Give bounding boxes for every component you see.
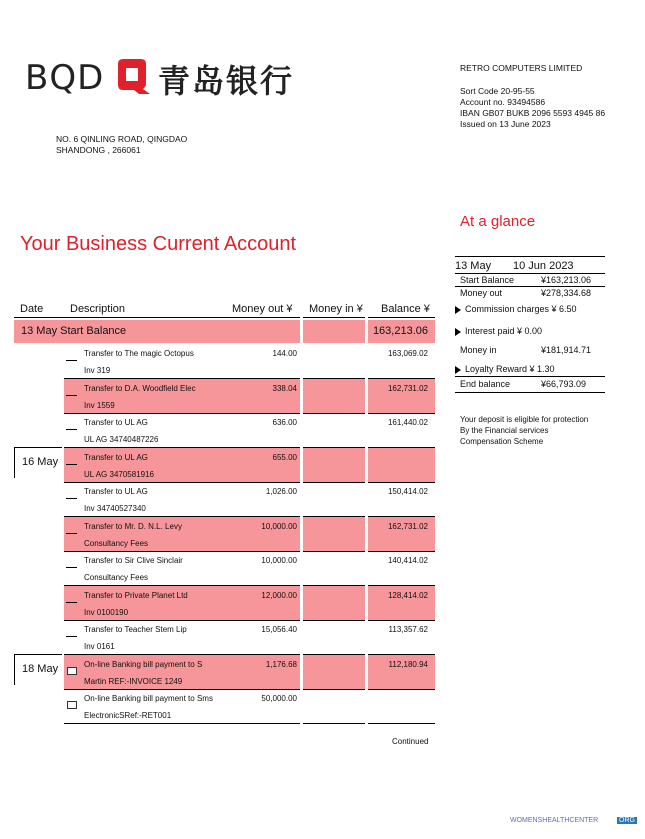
divider: [455, 256, 605, 257]
row-highlight: [303, 448, 365, 482]
header-rule: [14, 317, 300, 318]
row-money-out: 1,176.68: [265, 660, 297, 669]
label: Money out: [460, 288, 503, 298]
watermark-text: WOMENSHEALTHCENTER: [510, 817, 599, 824]
row-balance: 128,414.02: [387, 591, 428, 600]
row-reference: UL AG 34740487226: [84, 435, 159, 444]
dash-icon: [66, 533, 77, 534]
date-divider: [14, 447, 15, 478]
divider: [455, 286, 605, 287]
row-balance: 161,440.02: [387, 418, 428, 427]
row-reference: Inv 1559: [84, 401, 115, 410]
row-balance: 162,731.02: [387, 384, 428, 393]
iban: IBAN GB07 BUKB 2096 5593 4945 86: [460, 108, 606, 118]
date-rule: [14, 447, 62, 448]
row-rule: [368, 620, 435, 621]
dash-icon: [66, 395, 77, 396]
header-rule: [303, 317, 365, 318]
dash-icon: [66, 636, 77, 637]
row-rule: [64, 689, 300, 690]
row-description: On-line Banking bill payment to Sms: [84, 694, 213, 703]
dash-icon: [66, 360, 77, 361]
glance-start: [455, 275, 605, 285]
bank-address: [56, 134, 187, 156]
bank-logo-chinese: 青岛银行: [158, 62, 295, 100]
glance-period: [455, 260, 605, 272]
watermark-tld: ORG: [619, 817, 635, 824]
row-description: Transfer to UL AG: [84, 453, 148, 462]
sort-code: Sort Code 20-95-55: [460, 86, 535, 96]
row-rule: [303, 551, 365, 552]
row-rule: [368, 551, 435, 552]
row-description: Transfer to UL AG: [84, 418, 148, 427]
date-rule: [14, 654, 62, 655]
row-money-out: 10,000.00: [261, 556, 297, 565]
glance-commission: [455, 304, 605, 314]
triangle-icon: [455, 366, 461, 374]
col-header-balance: Balance ¥: [381, 303, 430, 315]
note-line: By the Financial services: [460, 426, 549, 435]
row-highlight: [303, 655, 365, 689]
row-rule: [303, 413, 365, 414]
label: End balance: [460, 379, 511, 389]
issued-date: Issued on 13 June 2023: [460, 119, 551, 129]
glance-loyalty: [455, 364, 605, 374]
row-rule: [303, 689, 365, 690]
address-line: SHANDONG , 266061: [56, 145, 141, 155]
row-reference: UL AG 3470581916: [84, 470, 154, 479]
account-number: Account no. 93494586: [460, 97, 546, 107]
customer-name: RETRO COMPUTERS LIMITED: [460, 63, 583, 73]
row-reference: Inv 319: [84, 366, 111, 375]
row-date: 16 May: [22, 456, 59, 468]
row-balance: 163,069.02: [387, 349, 428, 358]
row-balance: 113,357.62: [388, 625, 428, 634]
divider: [455, 273, 605, 274]
value: ¥163,213.06: [541, 275, 592, 285]
row-description: Transfer to Sir Clive Sinclair: [84, 556, 183, 565]
row-money-out: 12,000.00: [261, 591, 297, 600]
glance-end: [455, 379, 605, 389]
page-title: Your Business Current Account: [20, 233, 297, 255]
glance-interest: [455, 326, 605, 336]
row-money-out: 144.00: [272, 349, 297, 358]
dash-icon: [66, 464, 77, 465]
dash-icon: [66, 602, 77, 603]
address-line: NO. 6 QINLING ROAD, QINGDAO: [56, 134, 188, 144]
row-rule: [303, 620, 365, 621]
row-description: Transfer to UL AG: [84, 487, 148, 496]
row-rule: [368, 723, 435, 724]
row-balance: 162,731.02: [387, 522, 428, 531]
row-description: Transfer to Mr. D. N.L. Levy: [84, 522, 182, 531]
checkbox-icon: [67, 701, 77, 709]
label: Start Balance: [460, 275, 515, 285]
row-money-out: 15,056.40: [261, 625, 297, 634]
row-highlight: [303, 586, 365, 620]
value: ¥181,914.71: [541, 345, 592, 355]
divider: [455, 392, 605, 393]
value: Interest paid ¥ 0.00: [465, 326, 543, 336]
row-date: 18 May: [22, 663, 59, 675]
glance-out: [455, 288, 605, 298]
row-rule: [64, 413, 300, 414]
row-rule: [368, 482, 435, 483]
protection-note: [455, 414, 605, 447]
row-highlight: [303, 379, 365, 413]
start-balance-label: 13 May Start Balance: [21, 325, 127, 337]
col-header-money-in: Money in ¥: [309, 303, 363, 315]
col-header-description: Description: [70, 303, 126, 315]
divider: [455, 376, 605, 377]
bank-logo-latin: BQD: [25, 58, 105, 98]
row-rule: [368, 413, 435, 414]
glance-heading: At a glance: [460, 213, 536, 230]
row-rule: [64, 551, 300, 552]
row-money-out: 1,026.00: [265, 487, 297, 496]
col-header-money-out: Money out ¥: [232, 303, 293, 315]
col-header-date: Date: [20, 303, 44, 315]
continued-label: Continued: [392, 737, 429, 746]
row-description: Transfer to D.A. Woodfield Elec: [84, 384, 196, 393]
label: Money in: [460, 345, 497, 355]
value: Commission charges ¥ 6.50: [465, 304, 577, 314]
row-money-out: 10,000.00: [261, 522, 297, 531]
row-reference: Martin REF:-INVOICE 1249: [84, 677, 183, 686]
row-reference: Consultancy Fees: [84, 573, 149, 582]
row-balance: 140,414.02: [387, 556, 428, 565]
dash-icon: [66, 498, 77, 499]
note-line: Compensation Scheme: [460, 437, 544, 446]
glance-from: 13 May: [455, 260, 492, 272]
row-reference: Consultancy Fees: [84, 539, 149, 548]
glance-to: 10 Jun 2023: [513, 260, 574, 272]
start-balance-band: [303, 320, 365, 343]
row-reference: ElectronicSRef:-RET001: [84, 711, 172, 720]
value: Loyalty Reward ¥ 1.30: [465, 364, 555, 374]
triangle-icon: [455, 328, 461, 336]
start-balance-value: 163,213.06: [372, 325, 428, 337]
row-highlight: [368, 448, 435, 482]
row-rule: [303, 482, 365, 483]
row-description: Transfer to The magic Octopus: [84, 349, 194, 358]
row-rule: [64, 620, 300, 621]
triangle-icon: [455, 306, 461, 314]
checkbox-icon: [67, 667, 77, 675]
row-reference: Inv 34740527340: [84, 504, 146, 513]
row-rule: [64, 482, 300, 483]
row-reference: Inv 0100190: [84, 608, 129, 617]
row-money-out: 50,000.00: [261, 694, 297, 703]
header-rule: [368, 317, 435, 318]
row-rule: [303, 723, 365, 724]
row-rule: [368, 689, 435, 690]
row-rule: [64, 723, 300, 724]
row-reference: Inv 0161: [84, 642, 115, 651]
note-line: Your deposit is eligible for protection: [460, 415, 589, 424]
row-description: Transfer to Private Planet Ltd: [84, 591, 188, 600]
row-balance: 150,414.02: [387, 487, 428, 496]
value: ¥278,334.68: [541, 288, 592, 298]
row-money-out: 655.00: [272, 453, 297, 462]
dash-icon: [66, 567, 77, 568]
row-money-out: 338.04: [272, 384, 297, 393]
row-money-out: 636.00: [272, 418, 297, 427]
row-description: On-line Banking bill payment to S: [84, 660, 203, 669]
bank-logo-icon: [112, 56, 152, 96]
dash-icon: [66, 429, 77, 430]
row-highlight: [303, 517, 365, 551]
row-description: Transfer to Teacher Stem Lip: [84, 625, 187, 634]
value: ¥66,793.09: [541, 379, 587, 389]
date-divider: [14, 654, 15, 685]
row-balance: 112,180.94: [388, 660, 428, 669]
glance-in: [455, 345, 605, 355]
account-details: [460, 86, 605, 130]
